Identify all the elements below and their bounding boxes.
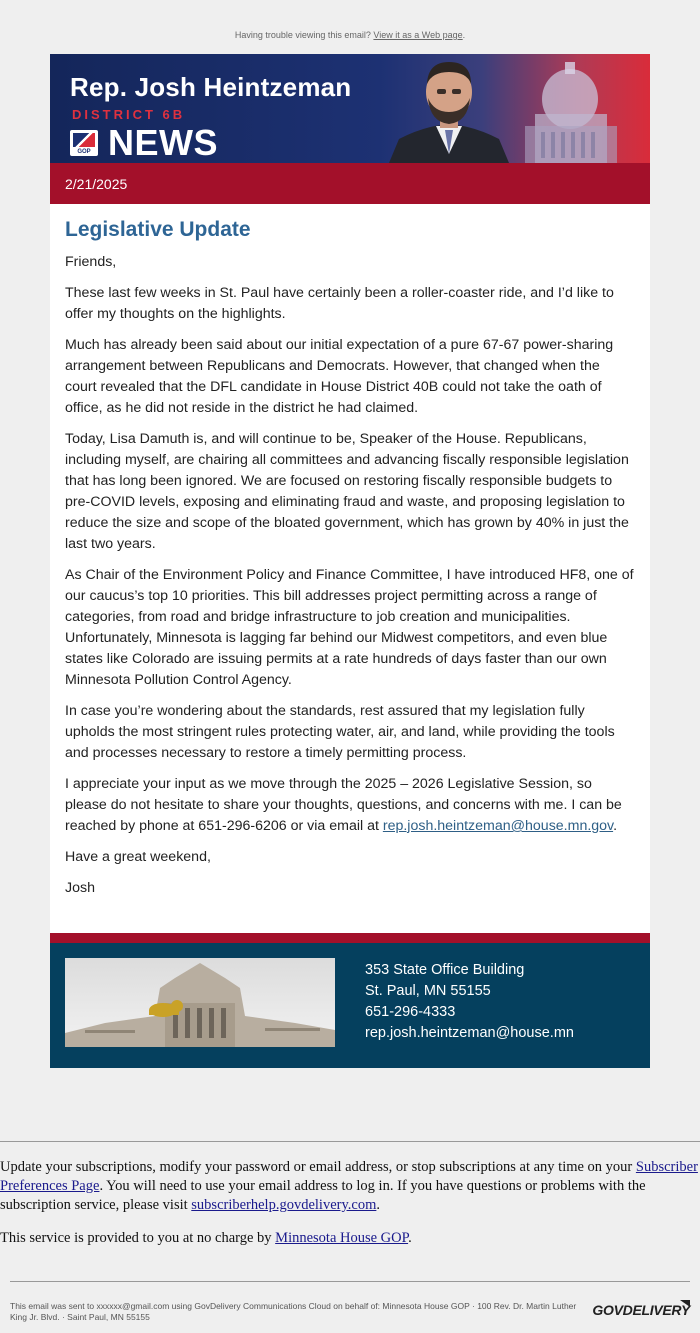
banner-name: Rep. Josh Heintzeman (70, 72, 352, 102)
paragraph-2: Much has already been said about our initial expectation of a pure 67-67 power-sharing arrangement between Republicans and Democrats. However, that changed when the court revealed that the DFL candidate in House District 40B could not take the oath of office, as he did not reside in the district he had claimed. (65, 337, 614, 416)
greeting: Friends, (65, 254, 117, 270)
footer-address-line-1: 353 State Office Building (365, 962, 525, 978)
paragraph-3: Today, Lisa Damuth is, and will continue to be, Speaker of the House. Republicans, including myself, are chairing all committees and advancing fiscally responsible legislation that has long been ignored. We are focused on restoring fiscally responsible budgets to pre-COVID levels, exposing and eliminating fraud and waste, and proposing legislation to reduce the size and scope of the bloated government, which has grown by 40% in just the last two years. (65, 431, 629, 552)
paragraph-4: As Chair of the Environment Policy and Finance Committee, I have introduced HF8, one of our caucus’s top 10 priorities. This bill addresses project permitting across a range of categories, from road and bridge infrastructure to job creation and municipalities. Unfortunately, Minnesota is lagging far behind our Midwest competitors, and even blue states like Colorado are issuing permits at a rate hundreds of days faster than our own Minnesota Pollution Control Agency. (65, 567, 634, 688)
divider-line (0, 1141, 700, 1142)
paragraph-5: In case you’re wondering about the standards, rest assured that my legislation fully upholds the most stringent rules protecting water, air, and land, while providing the tools and processes necessary to restore a timely permitting process. (65, 703, 615, 761)
preheader: Having trouble viewing this email? View it as a Web page. (234, 30, 466, 40)
article-body (50, 204, 650, 933)
newsletter-banner (50, 54, 650, 163)
banner-news: NEWS (108, 122, 218, 163)
article-title: Legislative Update (65, 218, 251, 241)
capitol-photo (65, 958, 335, 1047)
divider-line-2 (10, 1281, 690, 1282)
capitol-illustration-icon (495, 54, 650, 163)
contact-info (365, 960, 574, 1044)
footer-address-line-2: St. Paul, MN 55155 (365, 983, 491, 999)
footer-phone: 651-296-4333 (365, 1004, 456, 1020)
minnesota-house-gop-link[interactable]: Minnesota House GOP (275, 1230, 409, 1246)
issue-date: 2/21/2025 (50, 163, 650, 204)
closing: Have a great weekend, (65, 849, 211, 865)
subscription-paragraph: Update your subscriptions, modify your password or email address, or stop subscriptions at any time on your Subscriber Preferences Page. You will need to use your email address to log in. If you have questions or problems with the subscription service, please visit subscriberhelp.govdelivery.com. (0, 1159, 698, 1213)
gop-logo-text: GOP (77, 149, 91, 155)
contact-footer (50, 943, 650, 1068)
paragraph-1: These last few weeks in St. Paul have certainly been a roller-coaster ride, and I’d like to offer my thoughts on the highlights. (65, 285, 614, 322)
newsletter-card (50, 54, 650, 1068)
rep-email-link[interactable]: rep.josh.heintzeman@house.mn.gov (382, 818, 614, 834)
preheader-text: Having trouble viewing this email? (234, 30, 371, 40)
govdelivery-logo: GOVDELIVERY (592, 1302, 690, 1318)
signoff: Josh (65, 880, 95, 896)
subscriber-preferences-link[interactable]: Subscriber Preferences Page (0, 1159, 698, 1194)
view-web-page-link[interactable]: View it as a Web page (373, 30, 463, 40)
red-divider (50, 933, 650, 943)
footer-email: rep.josh.heintzeman@house.mn (365, 1025, 574, 1041)
service-paragraph: This service is provided to you at no charge by Minnesota House GOP. (0, 1230, 412, 1246)
banner-district: DISTRICT 6B (72, 107, 186, 122)
gop-logo-icon (70, 130, 98, 156)
legal-footer: This email was sent to xxxxxx@gmail.com using GovDelivery Communications Cloud on behalf of: Minnesota House GOP · 100 Rev. Dr. Martin Luther King Jr. Blvd. · Saint Paul, MN 55155 (10, 1301, 577, 1322)
subscription-notice (0, 1158, 700, 1262)
subscriber-help-link[interactable]: subscriberhelp.govdelivery.com (191, 1197, 377, 1213)
paragraph-6: I appreciate your input as we move through the 2025 – 2026 Legislative Session, so please do not hesitate to share your thoughts, questions, and concerns with me. I can be reached by phone at 651-296-6206 or via email at rep.josh.heintzeman@house.mn.gov. (65, 776, 622, 834)
